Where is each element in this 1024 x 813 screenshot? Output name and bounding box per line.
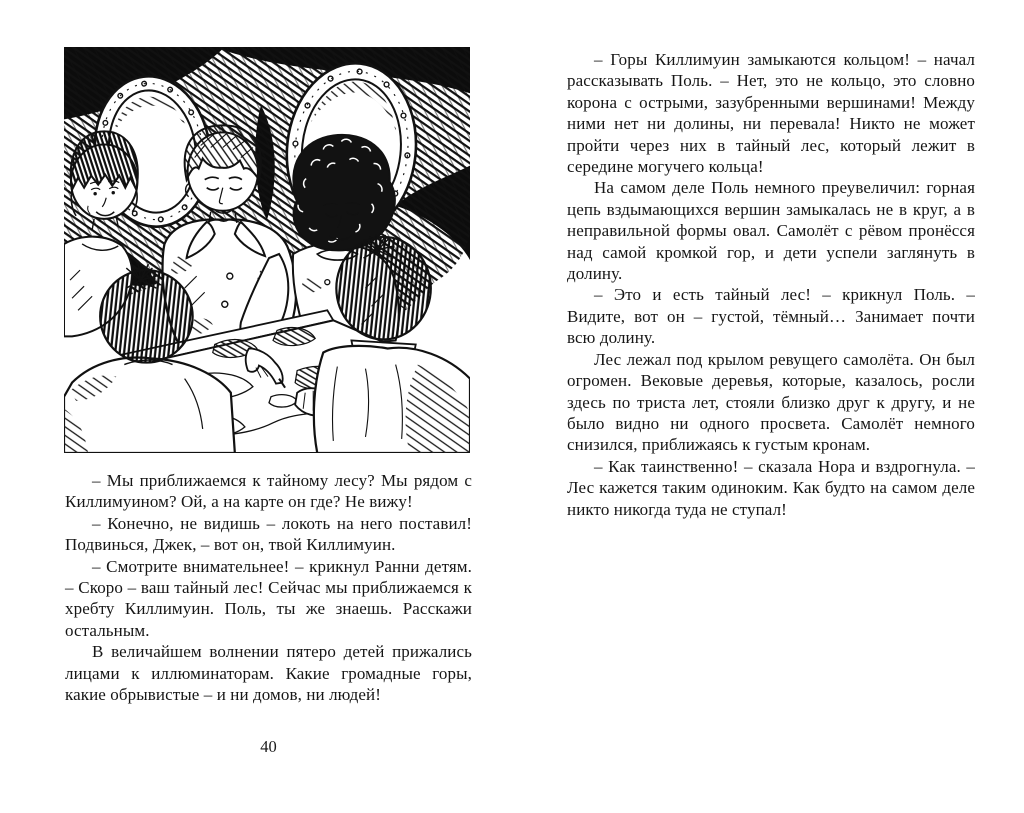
paragraph: – Конечно, не видишь – локоть на него поставил! Подвинься, Джек, – вот он, твой Киллимуин. <box>65 513 472 555</box>
paragraph: – Мы приближаемся к тайному лесу? Мы рядом с Киллимуином? Ой, а на карте он где? Не вижу! <box>65 471 472 512</box>
illustration-children-at-map <box>64 47 470 453</box>
paragraph: В величайшем волнении пятеро детей прижались лицами к иллюминаторам. Какие громадные горы, какие обрывистые – и ни домов, ни людей! <box>65 642 472 705</box>
paragraph: Лес лежал под крылом ревущего самолёта. Он был огромен. Вековые деревья, которые, казалось, росли здесь по триста лет, стояли близко друг к другу, и не было видно ни одного просвета. Самолёт немного снизился, приближаясь к густым кронам. <box>567 349 975 455</box>
paragraph: – Горы Киллимуин замыкаются кольцом! – начал рассказывать Поль. – Нет, это не кольцо, это словно корона с острыми, зазубренными вершинами! Между ними нет ни долины, ни перевала! Никто не может пройти через них в тайный лес, который лежит в середине могучего кольца! <box>567 50 975 177</box>
illustration-svg <box>64 47 470 453</box>
page-number: 40 <box>260 737 277 756</box>
paragraph: На самом деле Поль немного преувеличил: горная цепь вздымающихся вершин замыкалась не в круг, а в неправильной формы овал. Самолёт с рёвом пронёсся над самой кромкой гор, и дети успели заглянуть в долину. <box>567 178 975 284</box>
paragraph: – Смотрите внимательнее! – крикнул Ранни детям. – Скоро – ваш тайный лес! Сейчас мы приближаемся к хребту Киллимуин. Поль, ты же знаешь. Расскажи остальным. <box>65 556 472 640</box>
paragraph: – Это и есть тайный лес! – крикнул Поль. – Видите, вот он – густой, тёмный… Занимает почти всю долину. <box>567 285 975 348</box>
left-page-text <box>65 470 472 705</box>
paragraph: – Как таинственно! – сказала Нора и вздрогнула. – Лес кажется таким одиноким. Как будто на самом деле никто никогда туда не ступал! <box>567 456 975 519</box>
right-page-text <box>567 49 975 520</box>
